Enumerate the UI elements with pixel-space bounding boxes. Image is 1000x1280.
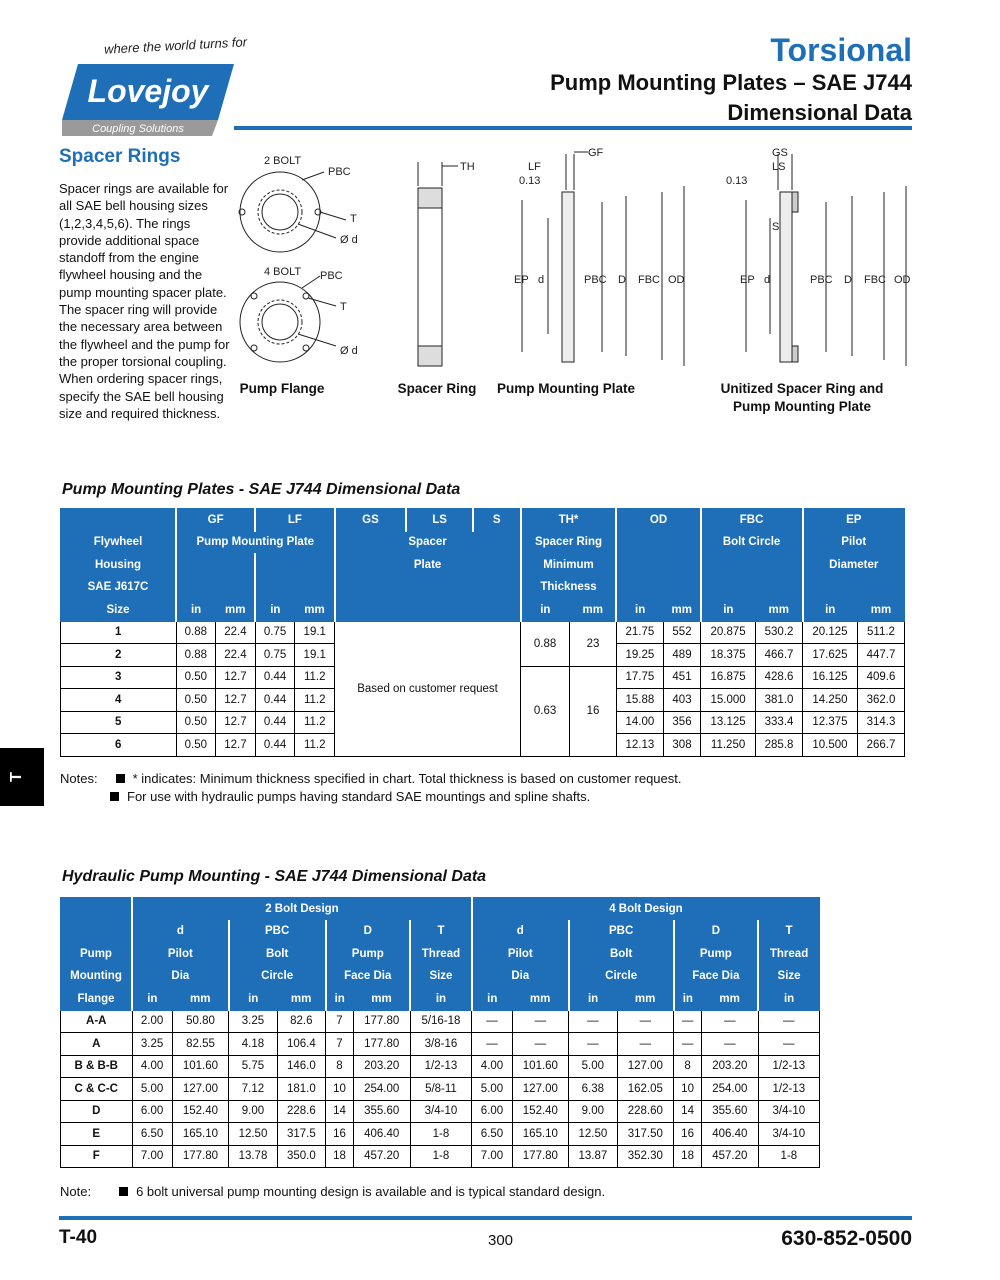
bullet-square-icon — [116, 774, 125, 783]
table-row: 2 0.88 22.4 0.75 19.1 19.25 489 18.375 466.7 17.625 447.7 — [61, 644, 905, 667]
col-gf: GF — [176, 509, 255, 532]
page-code: T-40 — [59, 1227, 98, 1248]
svg-text:T: T — [350, 213, 357, 225]
table2-note — [60, 1183, 605, 1201]
svg-text:LS: LS — [772, 161, 786, 173]
col-ep: EP — [803, 509, 905, 532]
table-row: F 7.00 177.80 13.78 350.0 18 457.20 1-8 7.00 177.80 13.87 352.30 18 457.20 1-8 — [61, 1145, 820, 1168]
page-title: Torsional — [770, 32, 912, 68]
footer-rule — [59, 1216, 912, 1220]
note-text: 6 bolt universal pump mounting design is available and is typical standard design. — [136, 1184, 606, 1199]
svg-text:D: D — [844, 274, 852, 286]
table-row: 5 0.50 12.7 0.44 11.2 14.00 356 13.125 333.4 12.375 314.3 — [61, 711, 905, 734]
table2-title: Hydraulic Pump Mounting - SAE J744 Dimensional Data — [62, 868, 487, 885]
svg-text:4 BOLT: 4 BOLT — [264, 266, 302, 278]
svg-text:OD: OD — [668, 274, 685, 286]
svg-text:S: S — [772, 221, 780, 233]
svg-text:PBC: PBC — [584, 274, 607, 286]
table-row: A-A 2.00 50.80 3.25 82.6 7 177.80 5/16-18 — — — — — — — — [61, 1010, 820, 1033]
phone-number: 630-852-0500 — [781, 1227, 912, 1250]
svg-text:FBC: FBC — [864, 274, 886, 286]
col-s: S — [473, 509, 521, 532]
svg-text:d: d — [764, 274, 771, 286]
svg-text:T: T — [340, 301, 347, 313]
svg-text:PBC: PBC — [320, 270, 343, 282]
page-subtitle: Pump Mounting Plates – SAE J744 — [550, 70, 912, 95]
logo-tagline: where the world turns for — [103, 34, 248, 57]
notes-label: Notes: — [60, 771, 98, 786]
col-gs: GS — [335, 509, 407, 532]
note-1: * indicates: Minimum thickness specified in chart. Total thickness is based on customer request. — [132, 771, 682, 786]
svg-text:GF: GF — [588, 147, 604, 159]
caption-spacer-ring: Spacer Ring — [397, 381, 477, 396]
note-label: Note: — [60, 1184, 92, 1199]
svg-text:d: d — [538, 274, 545, 286]
caption-pump-flange: Pump Flange — [239, 381, 325, 396]
svg-text:0.13: 0.13 — [726, 175, 748, 187]
table-row: D 6.00 152.40 9.00 228.6 14 355.60 3/4-10 6.00 152.40 9.00 228.60 14 355.60 3/4-10 — [61, 1100, 820, 1123]
svg-text:Ø d: Ø d — [340, 234, 358, 246]
bullet-square-icon — [110, 792, 119, 801]
col-lf: LF — [255, 509, 334, 532]
table-row: 4 0.50 12.7 0.44 11.2 15.88 403 15.000 381.0 14.250 362.0 — [61, 689, 905, 712]
caption-unitized-1: Unitized Spacer Ring and — [720, 381, 884, 396]
header-rule — [234, 126, 912, 130]
svg-text:EP: EP — [740, 274, 755, 286]
svg-text:PBC: PBC — [328, 166, 351, 178]
svg-text:0.13: 0.13 — [519, 175, 541, 187]
col-4bolt: 4 Bolt Design — [472, 898, 820, 921]
col-ls: LS — [406, 509, 473, 532]
col-od: OD — [616, 509, 700, 532]
spacer-rings-heading: Spacer Rings — [59, 146, 181, 167]
col-th: TH* — [521, 509, 617, 532]
page-number: 300 — [488, 1232, 514, 1249]
col-2bolt: 2 Bolt Design — [132, 898, 472, 921]
page-subtitle-2: Dimensional Data — [727, 100, 912, 125]
table1-notes — [60, 770, 681, 806]
svg-text:PBC: PBC — [810, 274, 833, 286]
bullet-square-icon — [119, 1187, 128, 1196]
note-2: For use with hydraulic pumps having standard SAE mountings and spline shafts. — [127, 789, 591, 804]
table-row: 3 0.50 12.7 0.44 11.2 0.63 16 17.75 451 16.875 428.6 16.125 409.6 — [61, 666, 905, 689]
svg-text:TH: TH — [460, 161, 475, 173]
svg-text:FBC: FBC — [638, 274, 660, 286]
caption-unitized-2: Pump Mounting Plate — [733, 399, 871, 414]
svg-text:OD: OD — [894, 274, 911, 286]
lovejoy-logo — [62, 60, 234, 136]
spacer-rings-body: Spacer rings are available for all SAE bell housing sizes (1,2,3,4,5,6). The rings provide additional space standoff from the engine flywheel housing and the pump mounting spacer plate. The spacer ring will provide the necessary area between the flywheel and the pump for the proper torsional coupling. When ordering spacer rings, specify the SAE bell housing size and required thickness. — [59, 181, 230, 421]
table-row: B & B-B 4.00 101.60 5.75 146.0 8 203.20 1/2-13 4.00 101.60 5.00 127.00 8 203.20 1/2-13 — [61, 1055, 820, 1078]
table-row: 1 0.88 22.4 0.75 19.1 Based on customer request 0.88 23 21.75 552 20.875 530.2 20.125 511.2 — [61, 621, 905, 644]
table1-title: Pump Mounting Plates - SAE J744 Dimensional Data — [62, 481, 461, 498]
table-row: E 6.50 165.10 12.50 317.5 16 406.40 1-8 6.50 165.10 12.50 317.50 16 406.40 3/4-10 — [61, 1123, 820, 1146]
svg-text:LF: LF — [528, 161, 541, 173]
table-row: 6 0.50 12.7 0.44 11.2 12.13 308 11.250 285.8 10.500 266.7 — [61, 734, 905, 757]
hydraulic-pump-table: 2 Bolt Design 4 Bolt Design d PBC D T d PBC D T Pump Pilot Bolt Pump Thread Pilot Bolt Pump Thread Mounting Dia Circle Face Dia Size Dia Circle Face Dia Size Flange in mm in mm in mm in in mm in mm in mm in A-A 2.00 50.80 3.25 82.6 7 177.80 5/16-18 — — — — — — — A 3.25 82.55 4.18 106.4 7 177.80 3/8-16 — — — — — — — B & B-B 4.00 101.60 5.75 146.0 8 203.20 1/2-13 4.00 101.60 5.00 127.00 8 203.20 1/2-13 C & C-C 5.00 127.00 7.12 181.0 10 254.00 5/8-11 5.00 127.00 6.38 162.05 10 254.00 1/2-13 D 6.00 152.40 9.00 228.6 14 355.60 3/4-10 6.00 152.40 9.00 228.60 14 355.60 3/4-10 E 6.50 165.10 12.50 317.5 16 406.40 1-8 6.50 165.10 12.50 317.50 16 406.40 3/4-10 F 7.00 177.80 13.78 350.0 18 457.20 1-8 7.00 177.80 13.87 352.30 18 457.20 1-8 — [60, 897, 820, 1168]
svg-text:Ø d: Ø d — [340, 345, 358, 357]
section-tab: T — [0, 748, 44, 806]
logo-text: Lovejoy — [87, 73, 209, 109]
svg-text:GS: GS — [772, 147, 788, 159]
caption-pump-plate: Pump Mounting Plate — [497, 381, 635, 396]
table-row: A 3.25 82.55 4.18 106.4 7 177.80 3/8-16 — — — — — — — — [61, 1033, 820, 1056]
logo-subtext: Coupling Solutions — [92, 123, 184, 135]
table-row: C & C-C 5.00 127.00 7.12 181.0 10 254.00 5/8-11 5.00 127.00 6.38 162.05 10 254.00 1/2-13 — [61, 1078, 820, 1101]
svg-text:2 BOLT: 2 BOLT — [264, 155, 302, 167]
col-fbc: FBC — [701, 509, 803, 532]
svg-text:EP: EP — [514, 274, 529, 286]
svg-text:D: D — [618, 274, 626, 286]
pump-plates-table: GF LF GS LS S TH* OD FBC EP Flywheel Pump Mounting Plate Spacer Spacer Ring Bolt Circle Pilot Housing Plate Minimum Diameter SAE J617C Thickness Size in mm in mm in mm in mm in mm in mm 1 0.88 22.4 0.75 19.1 Based on customer request 0.88 23 21.75 552 20.875 530.2 20.125 511.2 2 0.88 22.4 0.75 19.1 19.25 489 18.375 466.7 17.625 447.7 3 0.50 12.7 0.44 11.2 0.63 16 17.75 451 16.875 428.6 16.125 409.6 4 0.50 12.7 0.44 11.2 15.88 403 15.000 381.0 14.250 362.0 5 0.50 12.7 0.44 11.2 14.00 356 13.125 333.4 12.375 314.3 6 0.50 12.7 0.44 11.2 12.13 308 11.250 285.8 10.500 266.7 — [60, 508, 905, 757]
